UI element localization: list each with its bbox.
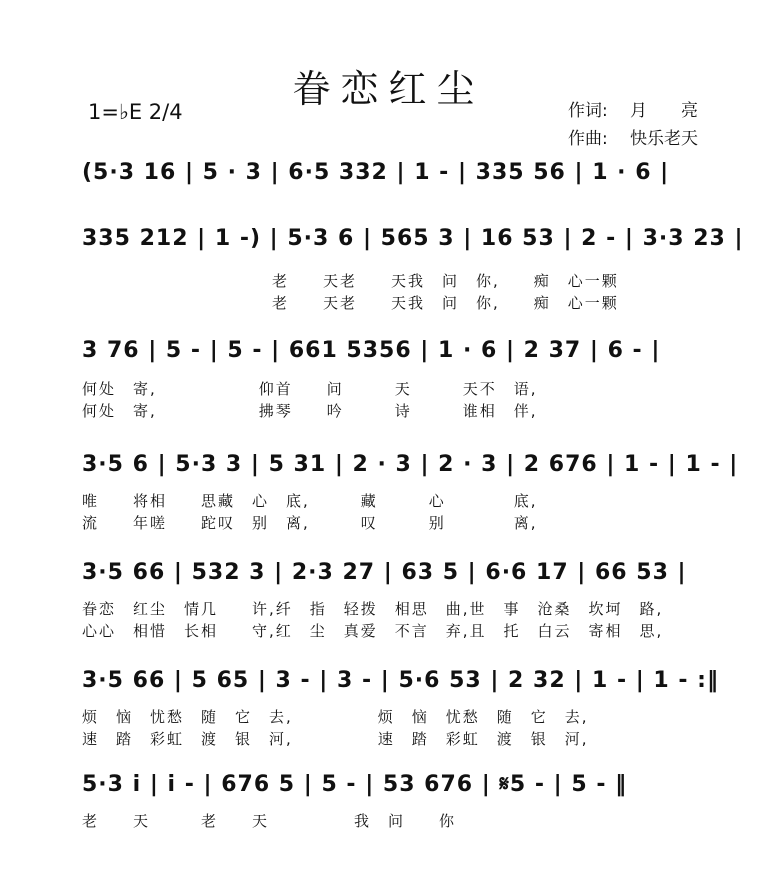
score-row-4: [0, 452, 777, 492]
composer-name: 快乐老天: [630, 129, 698, 149]
lyricist-line: [568, 96, 698, 121]
lyrics-row-2-verse-1: 老 天老 天我 问 你, 痴 心一颗: [272, 272, 619, 290]
notes-row-4: 3·5 6 | 5·3 3 | 5 31 | 2 · 3 | 2 · 3 | 2 676 | 1 - | 1 - |: [82, 452, 739, 477]
score-row-7: [0, 772, 777, 812]
lyrics-row-4-verse-1: 唯 将相 思藏 心 底, 藏 心 底,: [82, 492, 538, 510]
notes-row-5: 3·5 66 | 532 3 | 2·3 27 | 63 5 | 6·6 17 | 66 53 |: [82, 560, 687, 585]
lyrics-row-7-verse-1: 老 天 老 天 我 问 你: [82, 812, 457, 830]
song-title: 眷恋红尘: [292, 67, 485, 111]
lyrics-row-6-verse-1: 烦 恼 忧愁 随 它 去, 烦 恼 忧愁 随 它 去,: [82, 708, 589, 726]
notes-row-6: 3·5 66 | 5 65 | 3 - | 3 - | 5·6 53 | 2 32 | 1 - | 1 - :‖: [82, 668, 719, 693]
lyricist-name: 月 亮: [630, 101, 698, 121]
composer-label: 作曲:: [568, 129, 608, 149]
score-row-3: [0, 338, 777, 378]
lyrics-row-4-verse-2: 流 年嗟 跎叹 别 离, 叹 别 离,: [82, 514, 538, 532]
score-row-5: [0, 560, 777, 600]
lyrics-row-3-verse-1: 何处 寄, 仰首 问 天 天不 语,: [82, 380, 538, 398]
lyrics-row-6-verse-2: 速 踏 彩虹 渡 银 河, 速 踏 彩虹 渡 银 河,: [82, 730, 589, 748]
lyrics-row-3-verse-2: 何处 寄, 拂琴 吟 诗 谁相 伴,: [82, 402, 538, 420]
lyrics-row-5-verse-1: 眷恋 红尘 情几 许,纤 指 轻拨 相思 曲,世 事 沧桑 坎坷 路,: [82, 600, 664, 618]
score-row-1: [0, 160, 777, 200]
notes-row-1: (5·3 16 | 5 · 3 | 6·5 332 | 1 - | 335 56 | 1 · 6 |: [82, 160, 670, 185]
key-signature: 1=♭E 2/4: [88, 100, 183, 124]
notes-row-2: 335 212 | 1 -) | 5·3 6 | 565 3 | 16 53 | 2 - | 3·3 23 |: [82, 226, 744, 251]
composer-line: [568, 124, 698, 149]
score-row-6: [0, 668, 777, 708]
lyrics-row-2-verse-2: 老 天老 天我 问 你, 痴 心一颗: [272, 294, 619, 312]
score-row-2: [0, 226, 777, 266]
lyrics-row-5-verse-2: 心心 相惜 长相 守,红 尘 真爱 不言 弃,且 托 白云 寄相 思,: [82, 622, 664, 640]
notes-row-3: 3 76 | 5 - | 5 - | 661 5356 | 1 · 6 | 2 37 | 6 - |: [82, 338, 661, 363]
notes-row-7: 5·3 i | i - | 676 5 | 5 - | 53 676 | 𝄋5 - | 5 - ‖: [82, 772, 628, 797]
lyricist-label: 作词:: [568, 101, 608, 121]
